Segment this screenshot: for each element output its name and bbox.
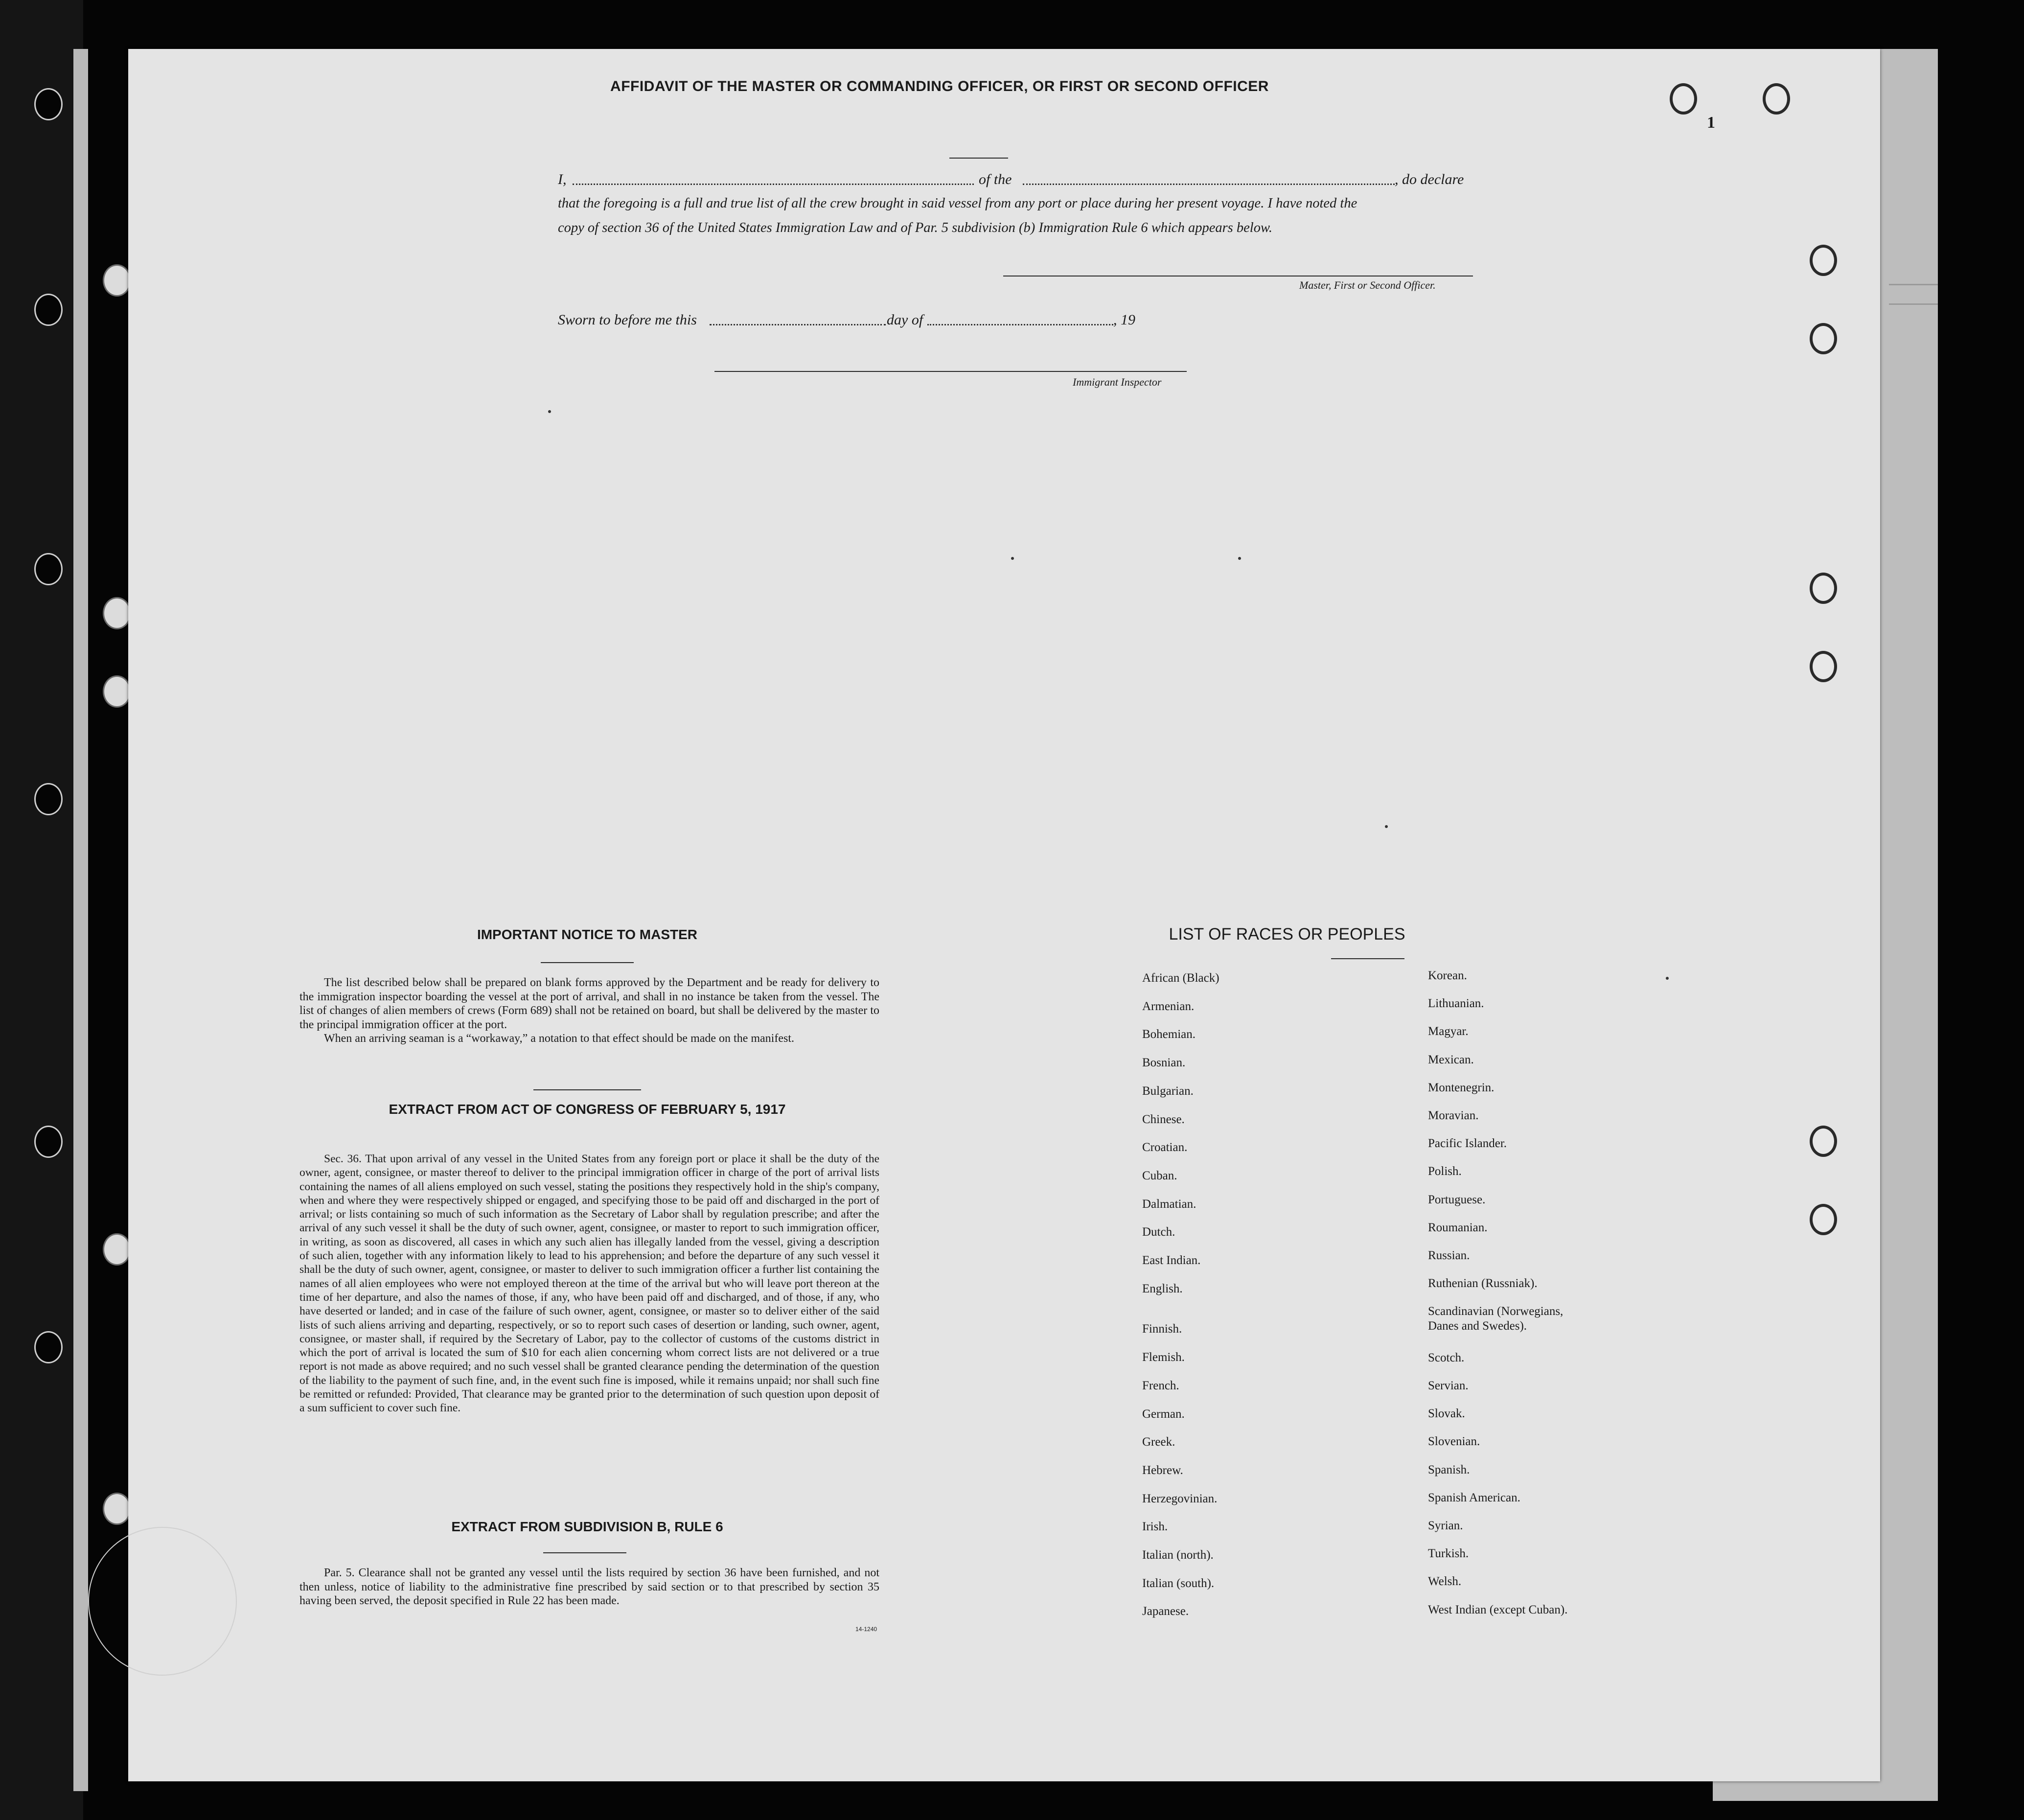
sworn-year: , 19	[1113, 312, 1135, 328]
race-entry: Roumanian.	[1428, 1221, 1488, 1234]
race-entry: Bosnian.	[1142, 1056, 1186, 1070]
punch-hole	[1810, 1204, 1837, 1235]
rule-paragraph: Par. 5. Clearance shall not be granted any vessel until the lists required by section 36 have been furnished, and not then unless, notice of liability to the administrative fine prescribed by said section or to that prescribed by section 35 having been served, the deposit specified in Rule 22 has been made.	[299, 1567, 879, 1608]
act-top-rule	[533, 1089, 641, 1090]
binder-hole	[103, 1493, 131, 1525]
notice-body	[299, 976, 879, 1046]
race-entry: Bulgarian.	[1142, 1084, 1194, 1098]
race-entry: Welsh.	[1428, 1575, 1462, 1589]
affidavit-title: AFFIDAVIT OF THE MASTER OR COMMANDING OFFICER, OR FIRST OR SECOND OFFICER	[610, 78, 1269, 94]
sworn-text: Sworn to before me this	[558, 312, 697, 328]
sworn-month-field[interactable]	[927, 324, 1113, 325]
binder-hole	[103, 597, 131, 629]
race-entry: African (Black)	[1142, 971, 1219, 985]
form-code: 14-1240	[855, 1626, 877, 1633]
race-entry: Lithuanian.	[1428, 997, 1484, 1011]
race-entry: Cuban.	[1142, 1169, 1177, 1182]
affidavit-of-the: of the	[979, 171, 1012, 187]
punch-hole	[1810, 573, 1837, 604]
punch-hole	[1810, 651, 1837, 682]
vessel-field[interactable]	[1023, 184, 1395, 185]
binder-hole	[34, 88, 63, 120]
act-section-36: Sec. 36. That upon arrival of any vessel in the United States from any foreign port or place it shall be the duty of the owner, agent, consignee, or master thereof to deliver to the principal immigration officer in charge of the port of arrival lists containing the names of all aliens employed on such vessel, stating the positions they respectively hold in the ship's company, when and where they were respectively shipped or engaged, and specifying those to be paid off and discharged in the port of arrival; or lists containing so much of such information as the Secretary of Labor shall by regulation prescribe; and after the arrival of any such vessel it shall be the duty of such owner, agent, consignee, or master to report to such immigration officer, in writing, as soon as discovered, all cases in which any such alien has illegally landed from the vessel, giving a description of such alien, together with any information likely to lead to his apprehension; and before the departure of any such vessel it shall be the duty of such owner, agent, consignee, or master to deliver to such immigration officer a further list containing the names of all alien employees who were not employed thereon at the time of the arrival but who will leave port thereon at the time of her departure, and also the names of those, if any, who have been paid off and discharged, and of those, if any, who have deserted or landed; and in case of the failure of such owner, agent, consignee, or master so to deliver either of the said lists of such aliens arriving and departing, respectively, or so to report such cases of desertion or landing, such owner, agent, consignee, or master shall, if required by the Secretary of Labor, pay to the collector of customs of the customs district in which the port of arrival is located the sum of $10 for each alien concerning whom correct lists are not delivered or a true report is not made as above required; and no such vessel shall be granted clearance pending the determination of the question of the liability to the payment of such fine, and, in the event such fine is imposed, while it remains unpaid; nor shall such fine be remitted or refunded: Provided, That clearance may be granted prior to the determination of such question upon deposit of a sum sufficient to cover such fine.	[299, 1152, 879, 1415]
stray-mark	[1385, 825, 1388, 828]
underlying-rule	[1889, 303, 1938, 305]
race-entry: Slovak.	[1428, 1407, 1465, 1421]
officer-caption: Master, First or Second Officer.	[1299, 279, 1436, 291]
race-entry: Magyar.	[1428, 1025, 1469, 1038]
race-entry: Hebrew.	[1142, 1463, 1183, 1477]
race-entry: Slovenian.	[1428, 1435, 1480, 1449]
notice-paragraph: When an arriving seaman is a “workaway,” a notation to that effect should be made on the manifest.	[324, 1032, 794, 1045]
binder-hole	[34, 294, 63, 326]
race-entry: Polish.	[1428, 1165, 1462, 1178]
race-entry: Ruthenian (Russniak).	[1428, 1277, 1538, 1290]
race-entry: Dutch.	[1142, 1225, 1175, 1239]
punch-hole	[1810, 1126, 1837, 1157]
race-entry: Italian (north).	[1142, 1548, 1214, 1562]
stray-mark	[1238, 557, 1241, 560]
punch-hole	[1670, 83, 1697, 115]
act-body	[299, 1152, 879, 1415]
race-entry: West Indian (except Cuban).	[1428, 1603, 1568, 1616]
race-entry: Mexican.	[1428, 1053, 1474, 1066]
race-entry: Turkish.	[1428, 1547, 1469, 1561]
race-entry: Pacific Islander.	[1428, 1137, 1507, 1151]
races-underline	[1331, 958, 1404, 959]
punch-hole	[1763, 83, 1790, 115]
notice-paragraph: The list described below shall be prepared on blank forms approved by the Department and be ready for delivery to the immigration inspector boarding the vessel at the port of arrival, and shall in no instance be taken from the vessel. The list of changes of alien members of crews (Form 689) shall not be retained on board, but shall be delivered by the master to the principal immigration officer at the port.	[299, 976, 879, 1031]
binder-hole	[34, 783, 63, 815]
race-entry: Portuguese.	[1428, 1193, 1486, 1206]
race-entry: Greek.	[1142, 1435, 1175, 1449]
race-entry: Irish.	[1142, 1520, 1168, 1534]
bleed-through-text	[1395, 406, 1402, 419]
race-entry: Danes and Swedes).	[1428, 1319, 1527, 1333]
stray-mark	[1666, 977, 1669, 980]
binder-strip	[0, 0, 83, 1820]
act-title: EXTRACT FROM ACT OF CONGRESS OF FEBRUARY 5, 1917	[389, 1102, 786, 1117]
race-entry: Chinese.	[1142, 1112, 1185, 1126]
punch-hole	[1810, 245, 1837, 276]
race-entry: Flemish.	[1142, 1351, 1185, 1364]
inspector-signature-line[interactable]	[714, 371, 1187, 372]
title-underline	[949, 158, 1008, 159]
race-entry: Japanese.	[1142, 1605, 1189, 1618]
notice-underline	[541, 962, 634, 963]
race-entry: Croatian.	[1142, 1141, 1188, 1154]
race-entry: East Indian.	[1142, 1254, 1201, 1267]
race-entry: Finnish.	[1142, 1322, 1182, 1336]
binder-hole	[103, 264, 131, 297]
race-entry: English.	[1142, 1282, 1183, 1295]
rule-underline	[543, 1552, 626, 1553]
name-field[interactable]	[573, 184, 974, 185]
race-entry: Moravian.	[1428, 1109, 1479, 1122]
binder-hole	[34, 553, 63, 585]
affidavit-line-3: copy of section 36 of the United States Immigration Law and of Par. 5 subdivision (b) Immigration Rule 6 which appears below.	[558, 220, 1272, 235]
race-entry: French.	[1142, 1379, 1179, 1392]
punch-hole	[1810, 323, 1837, 354]
race-entry: Italian (south).	[1142, 1576, 1215, 1590]
rule-body	[299, 1566, 879, 1608]
sworn-day-of: day of	[887, 312, 923, 328]
binder-hole	[103, 675, 131, 708]
race-entry: Russian.	[1428, 1249, 1470, 1262]
race-entry: Herzegovinian.	[1142, 1492, 1218, 1505]
race-entry: German.	[1142, 1407, 1185, 1421]
race-entry: Dalmatian.	[1142, 1197, 1196, 1211]
race-entry: Scandinavian (Norwegians,	[1428, 1305, 1564, 1318]
race-entry: Montenegrin.	[1428, 1081, 1495, 1094]
stray-mark	[1011, 557, 1014, 560]
race-entry: Bohemian.	[1142, 1028, 1196, 1041]
race-entry: Servian.	[1428, 1379, 1469, 1392]
binder-hole	[34, 1126, 63, 1158]
race-entry: Spanish American.	[1428, 1491, 1520, 1504]
affidavit-line-2: that the foregoing is a full and true list of all the crew brought in said vessel from any port or place during her present voyage. I have noted the	[558, 196, 1357, 211]
race-entry: Armenian.	[1142, 999, 1195, 1013]
underlying-rule	[1889, 284, 1938, 285]
page-number: 1	[1707, 114, 1715, 132]
race-entry: Spanish.	[1428, 1463, 1470, 1476]
races-title: LIST OF RACES OR PEOPLES	[1169, 925, 1405, 944]
affidavit-declare: , do declare	[1395, 171, 1464, 187]
embossed-seal	[88, 1527, 237, 1676]
stray-mark	[548, 410, 551, 413]
binder-hole	[103, 1233, 131, 1266]
race-entry: Syrian.	[1428, 1519, 1463, 1532]
race-entry: Scotch.	[1428, 1351, 1465, 1364]
notice-title: IMPORTANT NOTICE TO MASTER	[477, 927, 698, 942]
race-entry: Korean.	[1428, 969, 1467, 982]
binder-edge	[73, 49, 88, 1791]
rule-title: EXTRACT FROM SUBDIVISION B, RULE 6	[451, 1519, 723, 1534]
affidavit-i: I,	[558, 171, 567, 187]
sworn-day-field[interactable]	[710, 324, 886, 325]
binder-hole	[34, 1331, 63, 1363]
inspector-caption: Immigrant Inspector	[1073, 376, 1162, 388]
